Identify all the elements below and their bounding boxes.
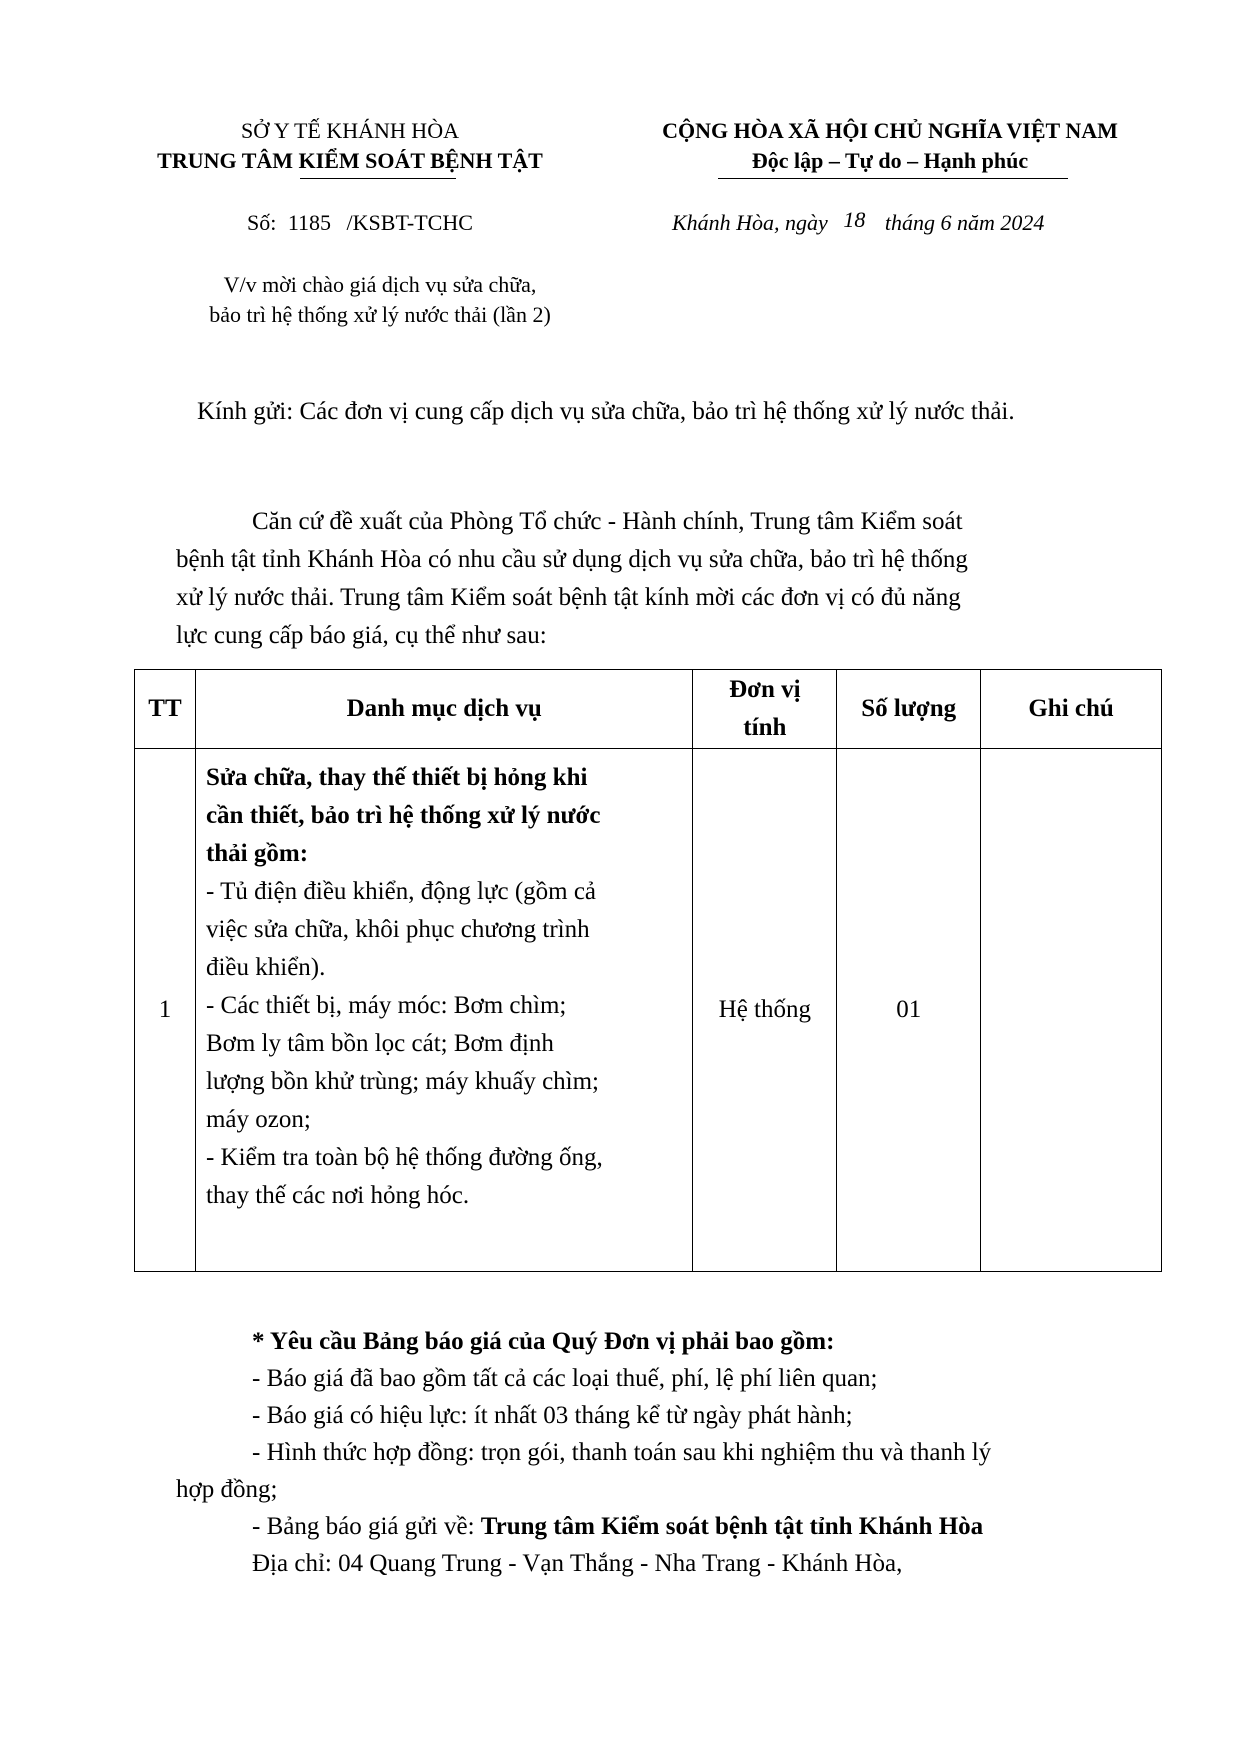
doc-subject — [150, 270, 610, 330]
service-detail-line-4: - Các thiết bị, máy móc: Bơm chìm; — [205, 992, 567, 1019]
service-detail-line-6: lượng bồn khử trùng; máy khuấy chìm; — [205, 1068, 600, 1095]
col-header-tt: TT — [135, 670, 196, 749]
service-title-line-2: cần thiết, bảo trì hệ thống xử lý nước — [205, 802, 601, 829]
col-header-quantity: Số lượng — [837, 670, 981, 749]
table-row — [135, 749, 1162, 1272]
service-detail-line-2: việc sửa chữa, khôi phục chương trình — [205, 916, 590, 943]
agency-name: TRUNG TÂM KIỂM SOÁT BỆNH TẬT — [157, 148, 543, 173]
intro-line-2: bệnh tật tỉnh Khánh Hòa có nhu cầu sử dụng dịch vụ sửa chữa, bảo trì hệ thống — [176, 546, 968, 573]
requirement-item-4-recipient: Trung tâm Kiểm soát bệnh tật tỉnh Khánh Hòa — [480, 1513, 984, 1540]
cell-quantity: 01 — [837, 749, 981, 1272]
agency-block — [130, 116, 570, 176]
service-detail-line-7: máy ozon; — [205, 1106, 311, 1133]
service-detail-line-9: thay thế các nơi hỏng hóc. — [205, 1182, 470, 1209]
requirement-item-4 — [176, 1508, 1136, 1545]
doc-number-label: Số: — [247, 210, 277, 235]
doc-code: /KSBT-TCHC — [346, 210, 473, 235]
service-detail-line-3: điều khiển). — [205, 954, 326, 981]
doc-number-value: 1185 — [287, 210, 332, 235]
requirement-item-2: - Báo giá có hiệu lực: ít nhất 03 tháng kể từ ngày phát hành; — [252, 1402, 853, 1429]
recipient-line: Kính gửi: Các đơn vị cung cấp dịch vụ sửa chữa, bảo trì hệ thống xử lý nước thải. — [197, 398, 1015, 425]
motto: Độc lập – Tự do – Hạnh phúc — [751, 148, 1029, 173]
date-prefix: Khánh Hòa, ngày — [672, 210, 828, 235]
cell-note — [981, 749, 1162, 1272]
country-name: CỘNG HÒA XÃ HỘI CHỦ NGHĨA VIỆT NAM — [662, 118, 1118, 143]
service-detail-line-5: Bơm ly tâm bồn lọc cát; Bơm định — [205, 1030, 554, 1057]
col-header-unit-line1: Đơn vị — [729, 676, 801, 703]
service-title-line-1: Sửa chữa, thay thế thiết bị hỏng khi — [205, 764, 588, 791]
col-header-unit — [693, 670, 837, 749]
subject-line-2: bảo trì hệ thống xử lý nước thải (lần 2) — [209, 302, 551, 327]
requirement-item-3-line-2: hợp đồng; — [176, 1476, 278, 1503]
cell-service — [195, 749, 692, 1272]
date-day: 18 — [843, 207, 866, 232]
col-header-note: Ghi chú — [981, 670, 1162, 749]
service-detail-line-8: - Kiểm tra toàn bộ hệ thống đường ống, — [205, 1144, 603, 1171]
doc-date — [672, 208, 1044, 238]
cell-tt: 1 — [135, 749, 196, 1272]
requirement-item-1: - Báo giá đã bao gồm tất cả các loại thuế, phí, lệ phí liên quan; — [252, 1365, 878, 1392]
table-header-row — [135, 670, 1162, 749]
agency-underline — [300, 178, 456, 179]
intro-paragraph — [176, 503, 1116, 655]
doc-number — [247, 208, 473, 238]
col-header-unit-line2: tính — [743, 714, 787, 741]
service-title-line-3: thải gồm: — [205, 840, 309, 867]
intro-line-4: lực cung cấp báo giá, cụ thể như sau: — [176, 622, 547, 649]
service-table — [134, 669, 1162, 1272]
motto-underline — [718, 178, 1068, 179]
col-header-service: Danh mục dịch vụ — [195, 670, 692, 749]
service-detail-line-1: - Tủ điện điều khiển, động lực (gồm cả — [205, 878, 597, 905]
agency-parent: SỞ Y TẾ KHÁNH HÒA — [241, 118, 459, 143]
national-block — [620, 116, 1160, 176]
requirement-item-4-prefix: - Bảng báo giá gửi về: — [252, 1513, 475, 1540]
intro-line-1: Căn cứ đề xuất của Phòng Tổ chức - Hành chính, Trung tâm Kiểm soát — [252, 508, 963, 535]
requirements-block — [176, 1323, 1136, 1582]
cell-unit: Hệ thống — [693, 749, 837, 1272]
requirement-item-3-line-1: - Hình thức hợp đồng: trọn gói, thanh toán sau khi nghiệm thu và thanh lý — [252, 1439, 992, 1466]
intro-line-3: xử lý nước thải. Trung tâm Kiểm soát bệnh tật kính mời các đơn vị có đủ năng — [176, 584, 961, 611]
recipient-address: Địa chỉ: 04 Quang Trung - Vạn Thắng - Nha Trang - Khánh Hòa, — [252, 1550, 903, 1577]
subject-line-1: V/v mời chào giá dịch vụ sửa chữa, — [223, 272, 537, 297]
date-suffix: tháng 6 năm 2024 — [884, 210, 1045, 235]
requirements-heading: * Yêu cầu Bảng báo giá của Quý Đơn vị phải bao gồm: — [252, 1328, 835, 1355]
